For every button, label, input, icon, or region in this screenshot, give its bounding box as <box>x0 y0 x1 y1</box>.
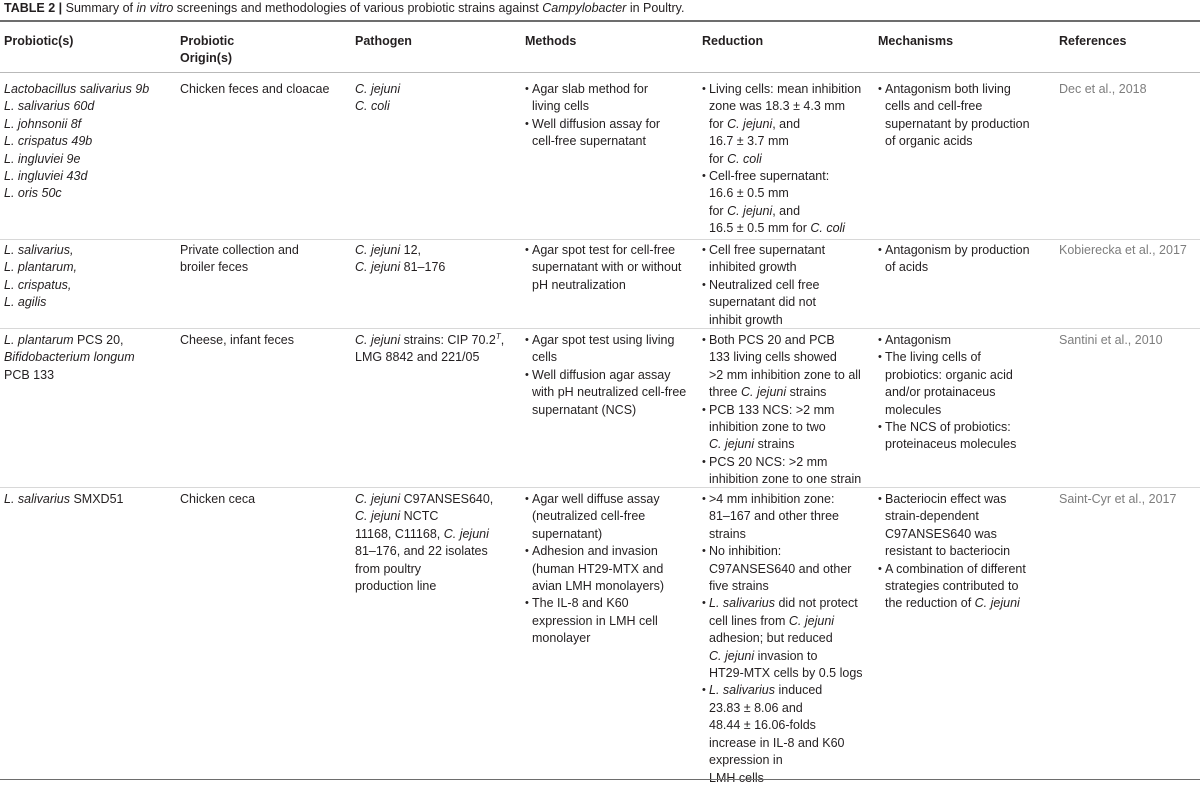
method-line: avian LMH monolayers) <box>532 579 664 594</box>
species-name: C. jejuni <box>355 260 401 275</box>
strain-text: , <box>500 333 505 347</box>
row2-methods <box>525 242 681 294</box>
row3-pathogen <box>355 332 504 367</box>
row4-origin <box>180 491 255 508</box>
species-name: C. jejuni <box>443 526 489 541</box>
pathogen-name: C. jejuni <box>355 82 401 96</box>
species-name: C. jejuni <box>355 243 401 257</box>
row2-mechanisms <box>878 242 1030 277</box>
row1-probiotics <box>4 81 149 203</box>
reduction-text: did not protect <box>775 596 858 611</box>
method-line: expression in LMH cell <box>532 613 658 628</box>
method-line: pH neutralization <box>532 277 626 292</box>
species-name: L. salivarius <box>709 596 775 611</box>
method-line: with pH neutralized cell-free <box>532 385 687 400</box>
method-item <box>525 242 681 294</box>
reduction-item <box>702 242 825 277</box>
reduction-item <box>702 595 863 682</box>
mechanism-line: molecules <box>885 402 942 417</box>
method-line: • Agar spot test using living <box>532 333 675 347</box>
pathogen-line <box>355 242 445 259</box>
row1-origin <box>180 81 329 98</box>
reduction-text: for <box>709 151 728 166</box>
species-name: L. salivarius <box>4 492 70 506</box>
probiotic-name: L. ingluviei 9e <box>4 151 81 166</box>
reduction-line: inhibition zone to one strain <box>709 472 862 487</box>
reduction-item <box>702 402 861 454</box>
mechanism-line: • A combination of different <box>885 561 1026 576</box>
superscript-t: T <box>495 331 501 341</box>
reduction-line: strains <box>709 526 746 541</box>
row-separator <box>0 487 1200 488</box>
header-reduction: Reduction <box>702 34 764 48</box>
reduction-line: supernatant did not <box>709 295 817 310</box>
row-separator <box>0 239 1200 240</box>
mechanism-line: and/or protainaceus <box>885 385 996 400</box>
row1-pathogen <box>355 81 400 116</box>
mechanism-line: cells and cell-free <box>885 99 983 114</box>
mechanism-line: • Antagonism by production <box>885 243 1030 257</box>
origin-text: Chicken feces and cloacae <box>180 82 330 96</box>
reduction-text: for <box>709 116 728 131</box>
strain-text: 81–176, and 22 isolates <box>355 544 488 559</box>
header-origin-line: Origin(s) <box>180 51 233 65</box>
table-caption <box>4 0 684 17</box>
row4-reference: Saint-Cyr et al., 2017 <box>1059 492 1177 506</box>
method-line: • Well diffusion agar assay <box>532 367 671 382</box>
reduction-line: • Living cells: mean inhibition <box>709 82 862 96</box>
row3-reduction <box>702 332 861 489</box>
method-line: monolayer <box>532 631 591 646</box>
reduction-line: LMH cells <box>709 770 764 785</box>
method-item <box>525 595 664 647</box>
pathogen-line <box>355 526 493 543</box>
reduction-line <box>709 203 861 220</box>
reduction-item <box>702 168 861 238</box>
row2-reduction <box>702 242 825 329</box>
row2-reference: Kobierecka et al., 2017 <box>1059 243 1187 257</box>
species-name: C. jejuni <box>355 492 401 506</box>
row2-pathogen <box>355 242 445 277</box>
reduction-text: for <box>709 203 728 218</box>
reduction-item <box>702 491 863 543</box>
header-references: References <box>1059 34 1127 48</box>
reduction-line: inhibit growth <box>709 312 783 327</box>
species-name: C. jejuni <box>727 116 773 131</box>
strain-text: strains: CIP 70.2 <box>400 333 496 347</box>
row4-pathogen <box>355 491 493 595</box>
caption-text: Campylobacter <box>542 1 627 15</box>
reduction-line <box>709 648 863 665</box>
pathogen-line <box>355 491 493 508</box>
method-line: • Adhesion and invasion <box>532 544 658 559</box>
mechanism-line: • Antagonism <box>885 333 952 347</box>
mechanism-line: • Bacteriocin effect was <box>885 492 1007 506</box>
row1-reference: Dec et al., 2018 <box>1059 82 1147 96</box>
species-name: C. jejuni <box>740 385 787 400</box>
method-item <box>525 543 664 595</box>
reduction-line: • >4 mm inhibition zone: <box>709 492 835 506</box>
probiotic-name: L. crispatus, <box>4 277 72 292</box>
row2-probiotics <box>4 242 77 312</box>
mechanism-item <box>878 242 1030 277</box>
mechanism-line: strain-dependent <box>885 509 979 524</box>
method-line: cells <box>532 350 558 365</box>
pathogen-line <box>355 259 445 276</box>
reduction-line: • Cell free supernatant <box>709 243 826 257</box>
row1-methods <box>525 81 660 151</box>
strain-text: C97ANSES640, <box>400 492 494 506</box>
mechanism-item <box>878 419 1016 454</box>
pathogen-name: C. coli <box>355 99 390 114</box>
table-label: TABLE 2 | <box>4 1 63 15</box>
strain-text: 12, <box>400 243 422 257</box>
reduction-line: five strains <box>709 579 769 594</box>
row3-reference: Santini et al., 2010 <box>1059 333 1163 347</box>
reduction-line: • Both PCS 20 and PCB <box>709 333 835 347</box>
reduction-item <box>702 543 863 595</box>
method-item <box>525 81 660 116</box>
reduction-text: induced <box>775 683 823 698</box>
mechanism-text: the reduction of <box>885 596 975 611</box>
mechanism-line: of organic acids <box>885 134 973 149</box>
reduction-line: zone was 18.3 ± 4.3 mm <box>709 99 846 114</box>
method-line: • Agar spot test for cell-free <box>532 243 676 257</box>
caption-text: screenings and methodologies of various probiotic strains against <box>173 1 543 15</box>
probiotic-name: L. johnsonii 8f <box>4 116 82 131</box>
pathogen-line <box>355 508 493 525</box>
mechanism-line: C97ANSES640 was <box>885 526 997 541</box>
mechanism-line <box>885 595 1026 612</box>
reduction-line: >2 mm inhibition zone to all <box>709 367 861 382</box>
mechanism-item <box>878 561 1026 613</box>
caption-text: in vitro <box>136 1 174 15</box>
species-name: Bifidobacterium longum <box>4 350 135 365</box>
reduction-line: 16.7 ± 3.7 mm <box>709 134 789 149</box>
probiotic-name: L. crispatus 49b <box>4 134 93 149</box>
reduction-line: • Neutralized cell free <box>709 277 820 292</box>
species-name: C. coli <box>810 221 846 236</box>
reduction-line <box>709 151 861 168</box>
strain-text: NCTC <box>400 509 439 524</box>
reduction-item <box>702 332 861 402</box>
header-pathogen: Pathogen <box>355 34 412 48</box>
method-line: cell-free supernatant <box>532 134 646 149</box>
probiotic-name: L. salivarius 60d <box>4 99 95 114</box>
row4-mechanisms <box>878 491 1026 613</box>
method-line: supernatant (NCS) <box>532 402 637 417</box>
strain-text: from poultry <box>355 561 421 576</box>
reduction-line <box>709 220 861 237</box>
species-name: C. jejuni <box>709 437 755 452</box>
caption-text: in Poultry. <box>626 1 685 15</box>
strain-text: PCB 133 <box>4 367 55 382</box>
species-name: C. jejuni <box>709 648 755 663</box>
reduction-line: adhesion; but reduced <box>709 631 833 646</box>
mechanism-line: strategies contributed to <box>885 579 1019 594</box>
mechanism-line: of acids <box>885 260 929 275</box>
reduction-line: C97ANSES640 and other <box>709 561 852 576</box>
reduction-line: 81–167 and other three <box>709 509 839 524</box>
method-item <box>525 116 660 151</box>
method-line: • Agar well diffuse assay <box>532 492 660 506</box>
header-rule <box>0 72 1200 73</box>
header-origin-line: Probiotic <box>180 34 235 48</box>
reduction-text: strains <box>786 385 827 400</box>
reduction-line <box>709 436 861 453</box>
reduction-line <box>709 682 863 699</box>
method-line: supernatant) <box>532 526 603 541</box>
origin-text: Private collection and <box>180 243 299 257</box>
species-name: C. jejuni <box>727 203 773 218</box>
reduction-line <box>709 595 863 612</box>
mechanism-item <box>878 349 1016 419</box>
row4-probiotics <box>4 491 124 508</box>
mechanism-item <box>878 491 1026 561</box>
reduction-line <box>709 613 863 630</box>
reduction-line: • No inhibition: <box>709 544 782 559</box>
row3-mechanisms <box>878 332 1016 454</box>
mechanism-line: • The living cells of <box>885 350 981 365</box>
reduction-text: invasion to <box>754 648 818 663</box>
reduction-line: • Cell-free supernatant: <box>709 169 830 184</box>
pathogen-line <box>355 332 504 349</box>
reduction-line: • PCS 20 NCS: >2 mm <box>709 454 828 469</box>
probiotic-name: L. agilis <box>4 295 47 310</box>
probiotic-name: Lactobacillus salivarius 9b <box>4 82 150 96</box>
reduction-line <box>709 384 861 401</box>
reduction-line: • PCB 133 NCS: >2 mm <box>709 402 835 417</box>
method-line: living cells <box>532 99 589 114</box>
origin-text: broiler feces <box>180 260 249 275</box>
reduction-text: 16.5 ± 0.5 mm for <box>709 221 811 236</box>
origin-text: Chicken ceca <box>180 492 256 506</box>
reduction-line: 16.6 ± 0.5 mm <box>709 186 789 201</box>
species-name: C. jejuni <box>355 509 401 524</box>
reduction-line: 23.83 ± 8.06 and <box>709 700 803 715</box>
mechanism-line: proteinaceus molecules <box>885 437 1017 452</box>
strain-text: 81–176 <box>400 260 446 275</box>
reduction-line: HT29-MTX cells by 0.5 logs <box>709 666 863 681</box>
header-mechanisms: Mechanisms <box>878 34 954 48</box>
strain-text: SMXD51 <box>70 492 124 506</box>
strain-text: production line <box>355 579 437 594</box>
strain-text: 11168, C11168, <box>355 526 444 541</box>
species-name: C. jejuni <box>974 596 1020 611</box>
reduction-line: inhibition zone to two <box>709 420 826 435</box>
reduction-text: three <box>709 385 741 400</box>
caption-text: Summary of <box>62 1 137 15</box>
row-separator <box>0 328 1200 329</box>
header-probiotics: Probiotic(s) <box>4 34 74 48</box>
table-bottom-rule <box>0 779 1200 780</box>
row4-methods <box>525 491 664 648</box>
method-item <box>525 332 686 367</box>
row3-origin <box>180 332 294 349</box>
species-name: C. jejuni <box>355 333 401 347</box>
reduction-text: cell lines from <box>709 613 789 628</box>
mechanism-line: probiotics: organic acid <box>885 367 1013 382</box>
reduction-line: 48.44 ± 16.06-folds <box>709 718 816 733</box>
reduction-line: expression in <box>709 753 783 768</box>
reduction-line <box>709 116 861 133</box>
method-line: • Agar slab method for <box>532 82 649 96</box>
method-item <box>525 367 686 419</box>
probiotic-line <box>4 491 124 508</box>
method-line: (neutralized cell-free <box>532 509 646 524</box>
probiotic-name: L. oris 50c <box>4 186 62 201</box>
mechanism-line: • Antagonism both living <box>885 82 1011 96</box>
reduction-line: inhibited growth <box>709 260 797 275</box>
row2-origin <box>180 242 299 277</box>
probiotic-line <box>4 332 135 349</box>
mechanism-item <box>878 81 1030 151</box>
species-name: L. salivarius <box>709 683 775 698</box>
probiotic-name: L. ingluviei 43d <box>4 169 88 184</box>
reduction-text: , and <box>772 203 801 218</box>
method-line: • The IL-8 and K60 <box>532 596 629 611</box>
origin-text: Cheese, infant feces <box>180 333 294 347</box>
reduction-line: increase in IL-8 and K60 <box>709 735 845 750</box>
row1-mechanisms <box>878 81 1030 151</box>
header-methods: Methods <box>525 34 577 48</box>
mechanism-line: resistant to bacteriocin <box>885 544 1011 559</box>
species-name: C. coli <box>727 151 762 166</box>
reduction-text: , and <box>772 116 801 131</box>
mechanism-line: • The NCS of probiotics: <box>885 420 1011 435</box>
method-line: supernatant with or without <box>532 260 682 275</box>
species-name: L. plantarum <box>4 333 74 347</box>
reduction-item <box>702 81 861 168</box>
table-top-rule <box>0 20 1200 22</box>
reduction-item <box>702 454 861 489</box>
reduction-text: strains <box>754 437 795 452</box>
probiotic-name: L. plantarum, <box>4 260 77 275</box>
mechanism-line: supernatant by production <box>885 116 1030 131</box>
method-line: • Well diffusion assay for <box>532 116 661 131</box>
reduction-line: 133 living cells showed <box>709 350 837 365</box>
reduction-item <box>702 277 825 329</box>
row4-reduction <box>702 491 863 787</box>
method-item <box>525 491 664 543</box>
mechanism-item <box>878 332 1016 349</box>
row3-methods <box>525 332 686 419</box>
row1-reduction <box>702 81 861 238</box>
probiotic-name: L. salivarius, <box>4 243 74 257</box>
reduction-item <box>702 682 863 786</box>
method-line: (human HT29-MTX and <box>532 561 664 576</box>
strain-text: PCS 20, <box>73 333 124 347</box>
species-name: C. jejuni <box>788 613 835 628</box>
strain-text: LMG 8842 and 221/05 <box>355 350 480 365</box>
row3-probiotics <box>4 332 135 384</box>
header-origin <box>180 33 234 67</box>
